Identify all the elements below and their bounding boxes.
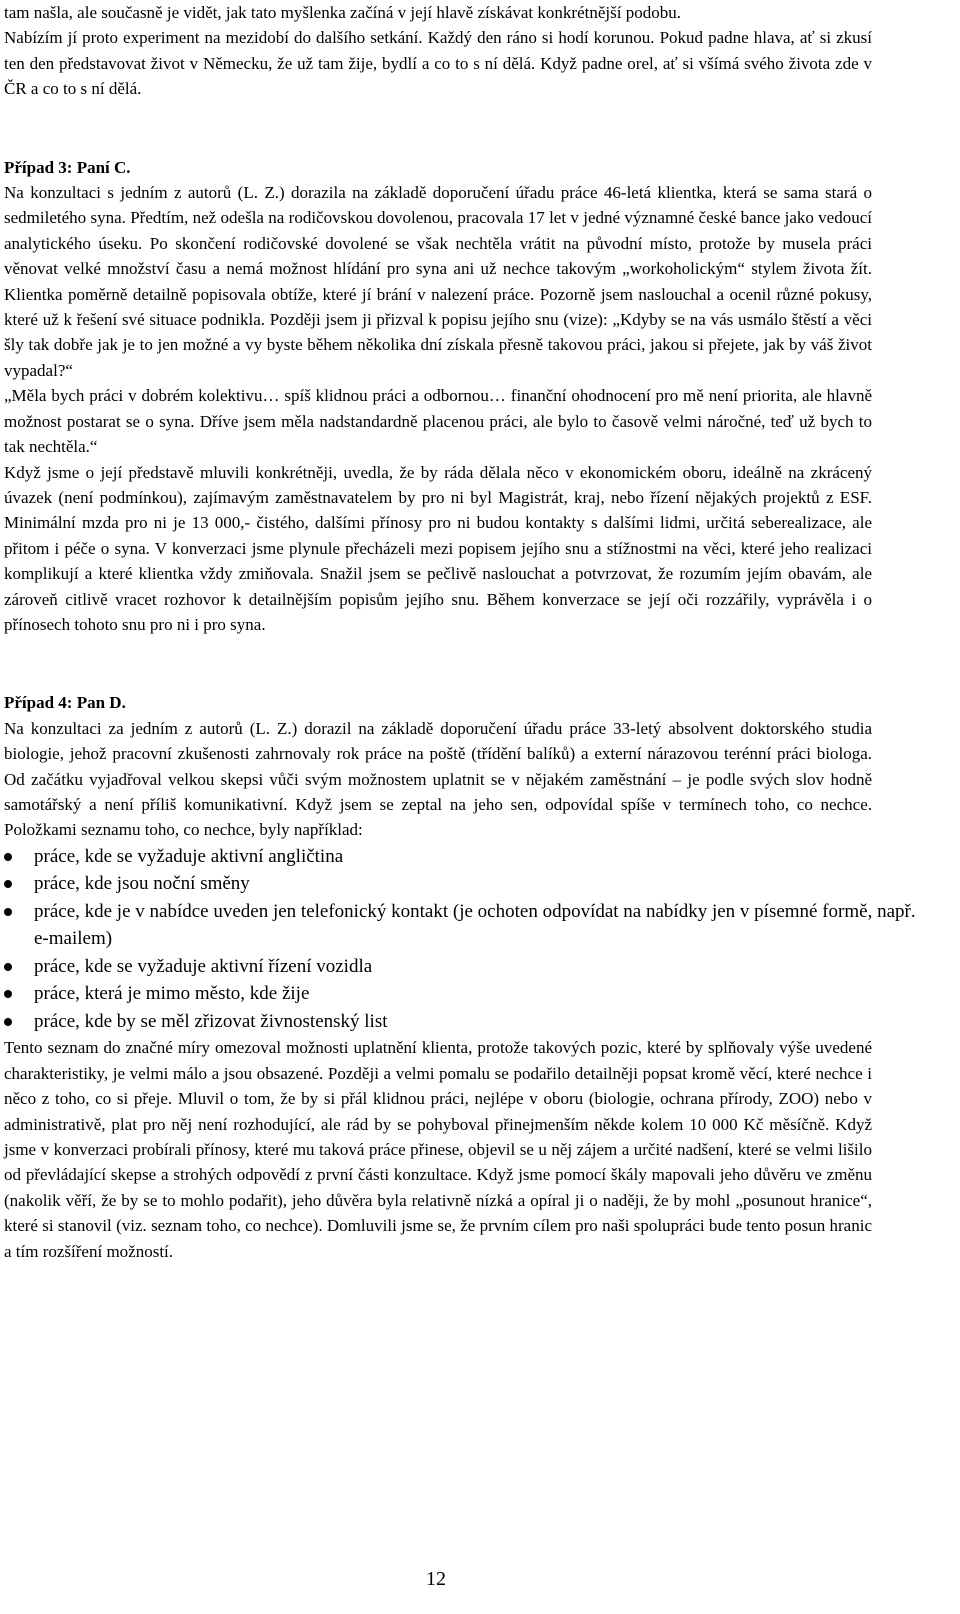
intro-paragraph-1: tam našla, ale současně je vidět, jak tato myšlenka začíná v její hlavě získávat konkrétnější podobu. — [4, 3, 681, 22]
bullet-icon — [4, 908, 12, 916]
case3-paragraph-1: Na konzultaci s jedním z autorů (L. Z.) dorazila na základě doporučení úřadu práce 46-letá klientka, která se sama stará o sedmiletého syna. Předtím, než odešla na rodičovskou dovolenou, pracovala 17 let v jedné významné české bance jako vedoucí analytického úseku. Po skončení rodičovské dovolené se však nechtěla vrátit na původní místo, protože by musela práci věnovat velké množství času a nemá možnost hlídání pro syna ani už nechce takovým „workoholickým“ stylem života žít. Klientka poměrně detailně popisovala obtíže, které jí brání v nalezení práce. Pozorně jsem naslouchal a ocenil různé pokusy, které už k řešení své situace podnikla. Později jsem ji přizval k popisu jejího snu (vize): „Kdyby se na vás usmálo štěstí a věci šly tak dobře jak je to jen možné a vy byste během několika dní získala přesně takovou práci, jakou si přejete, jak by váš život vypadal?“ — [4, 183, 872, 380]
case4-heading: Případ 4: Pan D. — [4, 693, 126, 713]
case3-paragraph-2: „Měla bych práci v dobrém kolektivu… spíš klidnou práci a odbornou… finanční ohodnocení pro mě není priorita, ale hlavně možnost postarat se o syna. Dříve jsem měla nadstandardně placenou práci, ale bylo to časově velmi náročné, teď už bych to tak nechtěla.“ — [4, 386, 872, 457]
case4-paragraph-after: Tento seznam do značné míry omezoval možnosti uplatnění klienta, protože takových pozic, které by splňovaly výše uvedené charakteristiky, je velmi málo a jsou obsazené. Později a velmi pomalu se podařilo detailněji popsat kromě věcí, které nechce i něco z toho, co si přeje. Mluvil o tom, že by si přál klidnou práci, nejlépe v oboru (biologie, ochrana přírody, ZOO) nebo v administrativě, plat pro něj není rozhodující, ale rád by se pohyboval přinejmenším někde kolem 10 000 Kč měsíčně. Když jsme v konverzaci probírali přínosy, které mu taková práce přinese, objevil se u něj zájem a určité nadšení, které se velmi lišilo od převládající skepse a strohých odpovědí z první části konzultace. Když jsme pomocí škály mapovali jeho důvěru ve změnu (nakolik věří, že by se to mohlo podařit), jeho důvěra byla relativně nízká a opíral ji o naději, že by mohl „posunout hranice“, které si stanovil (viz. seznam toho, co nechce). Domluvili jsme se, že prvním cílem pro naši spolupráci bude tento posun hranic a tím rozšíření možností. — [4, 1038, 872, 1261]
list-item: práce, kde by se měl zřizovat živnostenský list — [4, 1008, 934, 1036]
spacer — [4, 637, 872, 690]
case4-paragraph-before: Na konzultaci za jedním z autorů (L. Z.) dorazil na základě doporučení úřadu práce 33-letý absolvent doktorského studia biologie, jehož pracovní zkušenosti zahrnovaly rok práce na poště (třídění balíků) a externí nárazovou terénní práci biologa. Od začátku vyjadřoval velkou skepsi vůči svým možnostem uplatnit se v nějakém zaměstnání – je podle svých slov hodně samotářský a není příliš komunikativní. Když jsem se zeptal na jeho sen, odpovídal spíše v termínech toho, co nechce. Položkami seznamu toho, co nechce, byly například: — [4, 718, 872, 840]
intro-paragraph-2: Nabízím jí proto experiment na mezidobí do dalšího setkání. Každý den ráno si hodí korunou. Pokud padne hlava, ať si zkusí ten den představovat život v Německu, že už tam žije, bydlí a co to s ní dělá. Když padne orel, ať si všímá svého života zde v ČR a co to s ní dělá. — [4, 28, 872, 99]
list-item: práce, která je mimo město, kde žije — [4, 980, 934, 1008]
list-item: práce, kde jsou noční směny — [4, 870, 934, 898]
page-number: 12 — [426, 1568, 446, 1590]
list-item: práce, kde je v nabídce uveden jen telefonický kontakt (je ochoten odpovídat na nabídky jen v písemné formě, např. e-mailem) — [4, 898, 934, 953]
list-item: práce, kde se vyžaduje aktivní angličtina — [4, 843, 934, 871]
case4-bullet-list — [4, 843, 934, 1036]
list-item: práce, kde se vyžaduje aktivní řízení vozidla — [4, 953, 934, 981]
bullet-icon — [4, 963, 12, 971]
spacer — [4, 102, 872, 155]
case3-paragraph-3: Když jsme o její představě mluvili konkrétněji, uvedla, že by ráda dělala něco v ekonomickém oboru, ideálně na zkrácený úvazek (není podmínkou), zajímavým zaměstnavatelem by pro ni byl Magistrát, kraj, nebo řízení nějakých projektů z ESF. Minimální mzda pro ni je 13 000,- čistého, dalšími přínosy pro ni budou kontakty s dalšími lidmi, určitá seberealizace, ale přitom i péče o syna. V konverzaci jsme plynule přecházeli mezi popisem jejího snu a stížnostmi na věci, které jeho realizaci komplikují a které klientka vždy zmiňovala. Snažil jsem se pečlivě naslouchat a potvrzovat, že rozumím jejím obavám, ale zároveň citlivě vracet rozhovor k detailnějším popisům jejího snu. Během konverzace se její oči rozzářily, vyprávěla i o přínosech tohoto snu pro ni i pro syna. — [4, 462, 872, 634]
document-page — [4, 0, 916, 1264]
bullet-icon — [4, 880, 12, 888]
bullet-icon — [4, 990, 12, 998]
bullet-icon — [4, 1018, 12, 1026]
case3-heading: Případ 3: Paní C. — [4, 157, 131, 177]
bullet-icon — [4, 853, 12, 861]
